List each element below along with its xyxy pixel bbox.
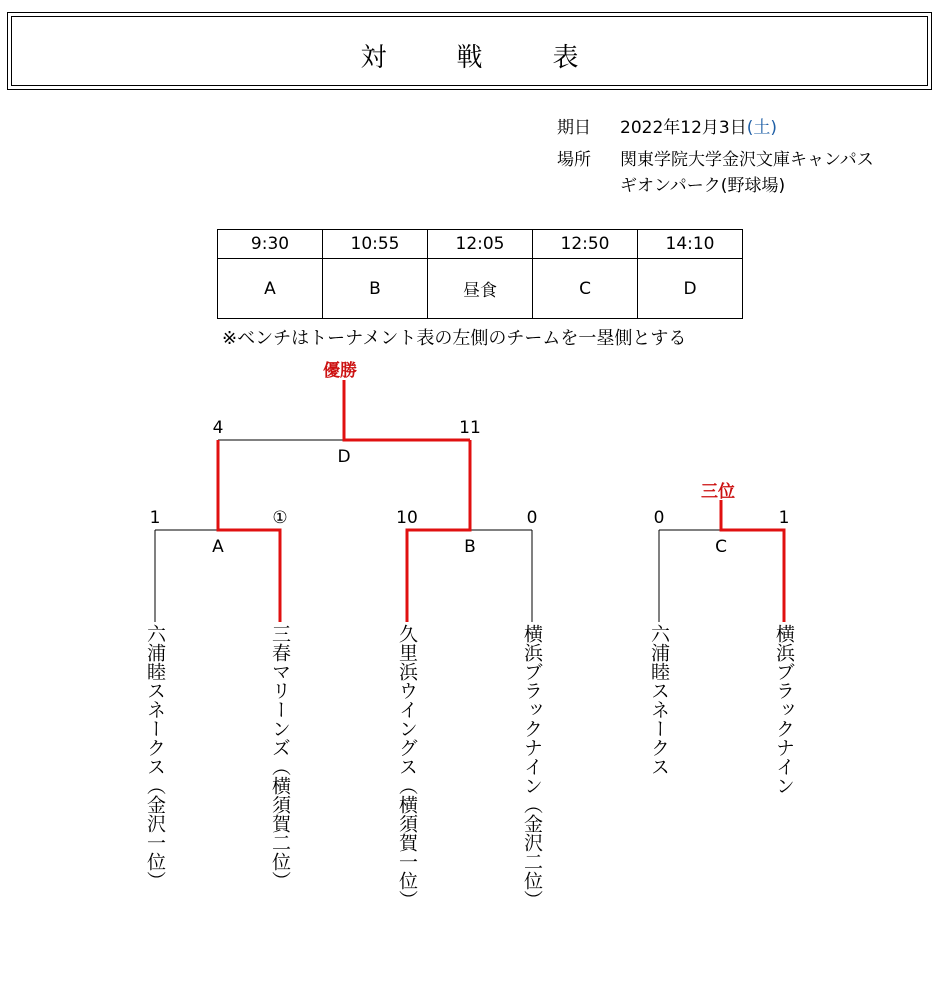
schedule-game: A	[218, 259, 323, 319]
date-label: 期日	[557, 118, 591, 138]
champion-label: 優勝	[323, 361, 357, 381]
schedule-game: C	[533, 259, 638, 319]
bench-note: ※ベンチはトーナメント表の左側のチームを一塁側とする	[222, 328, 687, 349]
date-weekday: 土	[753, 118, 771, 138]
venue-label: 場所	[557, 150, 591, 170]
team-name: 三春マリーンズ（横須賀二位）	[269, 624, 291, 890]
schedule-game: D	[638, 259, 743, 319]
third-left-score: 0	[653, 508, 665, 528]
final-game-label: D	[337, 447, 351, 467]
semi-b-right-score: 0	[526, 508, 538, 528]
semi-b-game-label: B	[464, 537, 476, 557]
semi-a-winner-path	[218, 440, 280, 622]
third-place-label: 三位	[701, 482, 735, 502]
schedule-game: 昼食	[428, 259, 533, 319]
final-left-score: 4	[212, 418, 224, 438]
semi-a-game-label: A	[212, 537, 224, 557]
final-right-score: 11	[459, 418, 481, 438]
date-paren-open: (	[746, 118, 754, 138]
date-main: 2022年12月3日	[620, 118, 747, 138]
team-name: 六浦睦スネークス	[648, 624, 670, 776]
page-title: 対 戦 表	[360, 43, 601, 73]
schedule-time: 12:05	[428, 230, 533, 259]
venue-line-1: 関東学院大学金沢文庫キャンパス	[620, 150, 874, 170]
schedule-game: B	[323, 259, 428, 319]
third-game-label: C	[715, 537, 727, 557]
schedule-time: 12:50	[533, 230, 638, 259]
winner-path	[218, 380, 784, 622]
team-name: 横浜ブラックナイン	[773, 624, 795, 795]
semi-a-left-score: 1	[149, 508, 161, 528]
team-name: 横浜ブラックナイン（金沢二位）	[521, 624, 543, 909]
third-right-score: 1	[778, 508, 790, 528]
schedule-time: 10:55	[323, 230, 428, 259]
semi-a-right-score: ①	[272, 508, 288, 528]
team-name: 久里浜ウイングス（横須賀一位）	[396, 624, 418, 909]
semi-b-winner-path	[407, 440, 470, 622]
schedule-time: 9:30	[218, 230, 323, 259]
venue-line-2: ギオンパーク(野球場)	[620, 176, 786, 196]
semi-b-left-score: 10	[396, 508, 418, 528]
team-name: 六浦睦スネークス（金沢一位）	[144, 624, 166, 890]
schedule-time: 14:10	[638, 230, 743, 259]
date-paren-close: )	[770, 118, 777, 138]
